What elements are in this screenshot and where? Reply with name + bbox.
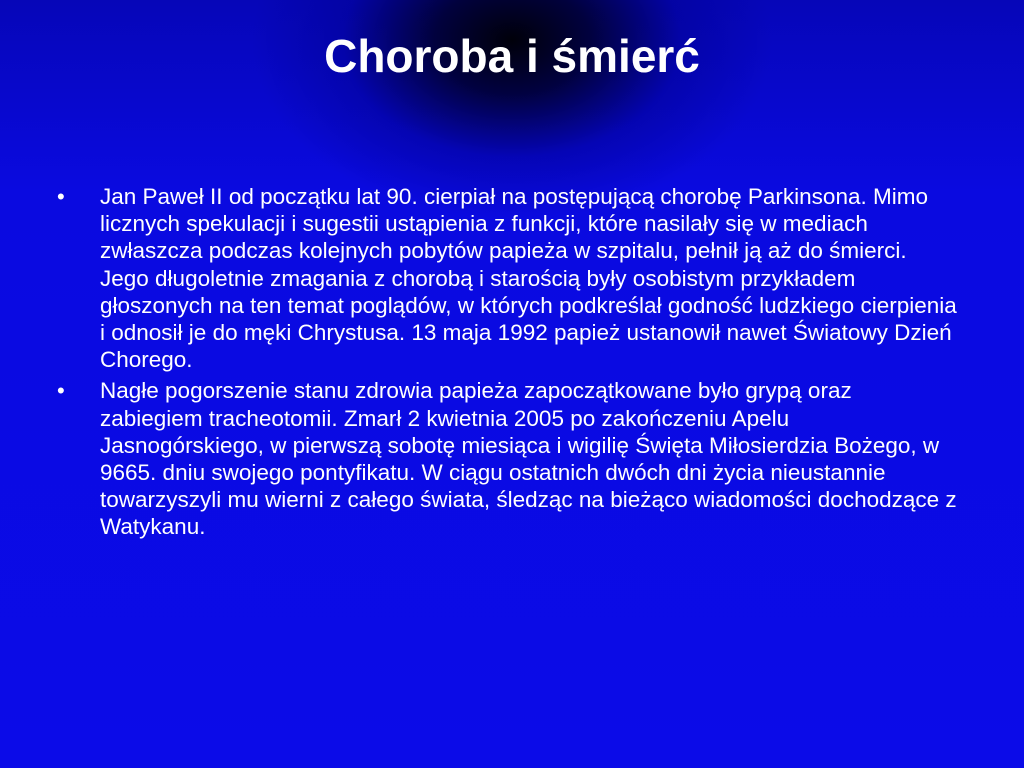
bullet-marker: • <box>57 184 65 209</box>
bullet-item <box>57 183 957 373</box>
slide-title: Choroba i śmierć <box>324 30 700 82</box>
bullet-item <box>57 377 957 540</box>
bullet-marker: • <box>57 378 65 404</box>
bullet-text: Nagłe pogorszenie stanu zdrowia papieża zapoczątkowane było grypą oraz zabiegiem tracheotomii. Zmarł 2 kwietnia 2005 po zakończeniu Apelu Jasnogórskiego, w pierwszą sobotę miesiąca i wigilię Święta Miłosierdzia Bożego, w 9665. dniu swojego pontyfikatu. W ciągu ostatnich dwóch dni życia nieustannie towarzyszyli mu wierni z całego świata, śledząc na bieżąco wiadomości dochodzące z Watykanu. <box>100 378 957 540</box>
bullet-list <box>57 183 957 545</box>
bullet-text: Jan Paweł II od początku lat 90. cierpiał na postępującą chorobę Parkinsona. Mimo licznych spekulacji i sugestii ustąpienia z funkcji, które nasilały się w mediach zwłaszcza podczas kolejnych pobytów papieża w szpitalu, pełnił ją aż do śmierci. Jego długoletnie zmagania z chorobą i starością były osobistym przykładem głoszonych na ten temat poglądów, w których podkreślał godność ludzkiego cierpienia i odnosił je do męki Chrystusa. 13 maja 1992 papież ustanowił nawet Światowy Dzień Chorego. <box>100 184 957 373</box>
